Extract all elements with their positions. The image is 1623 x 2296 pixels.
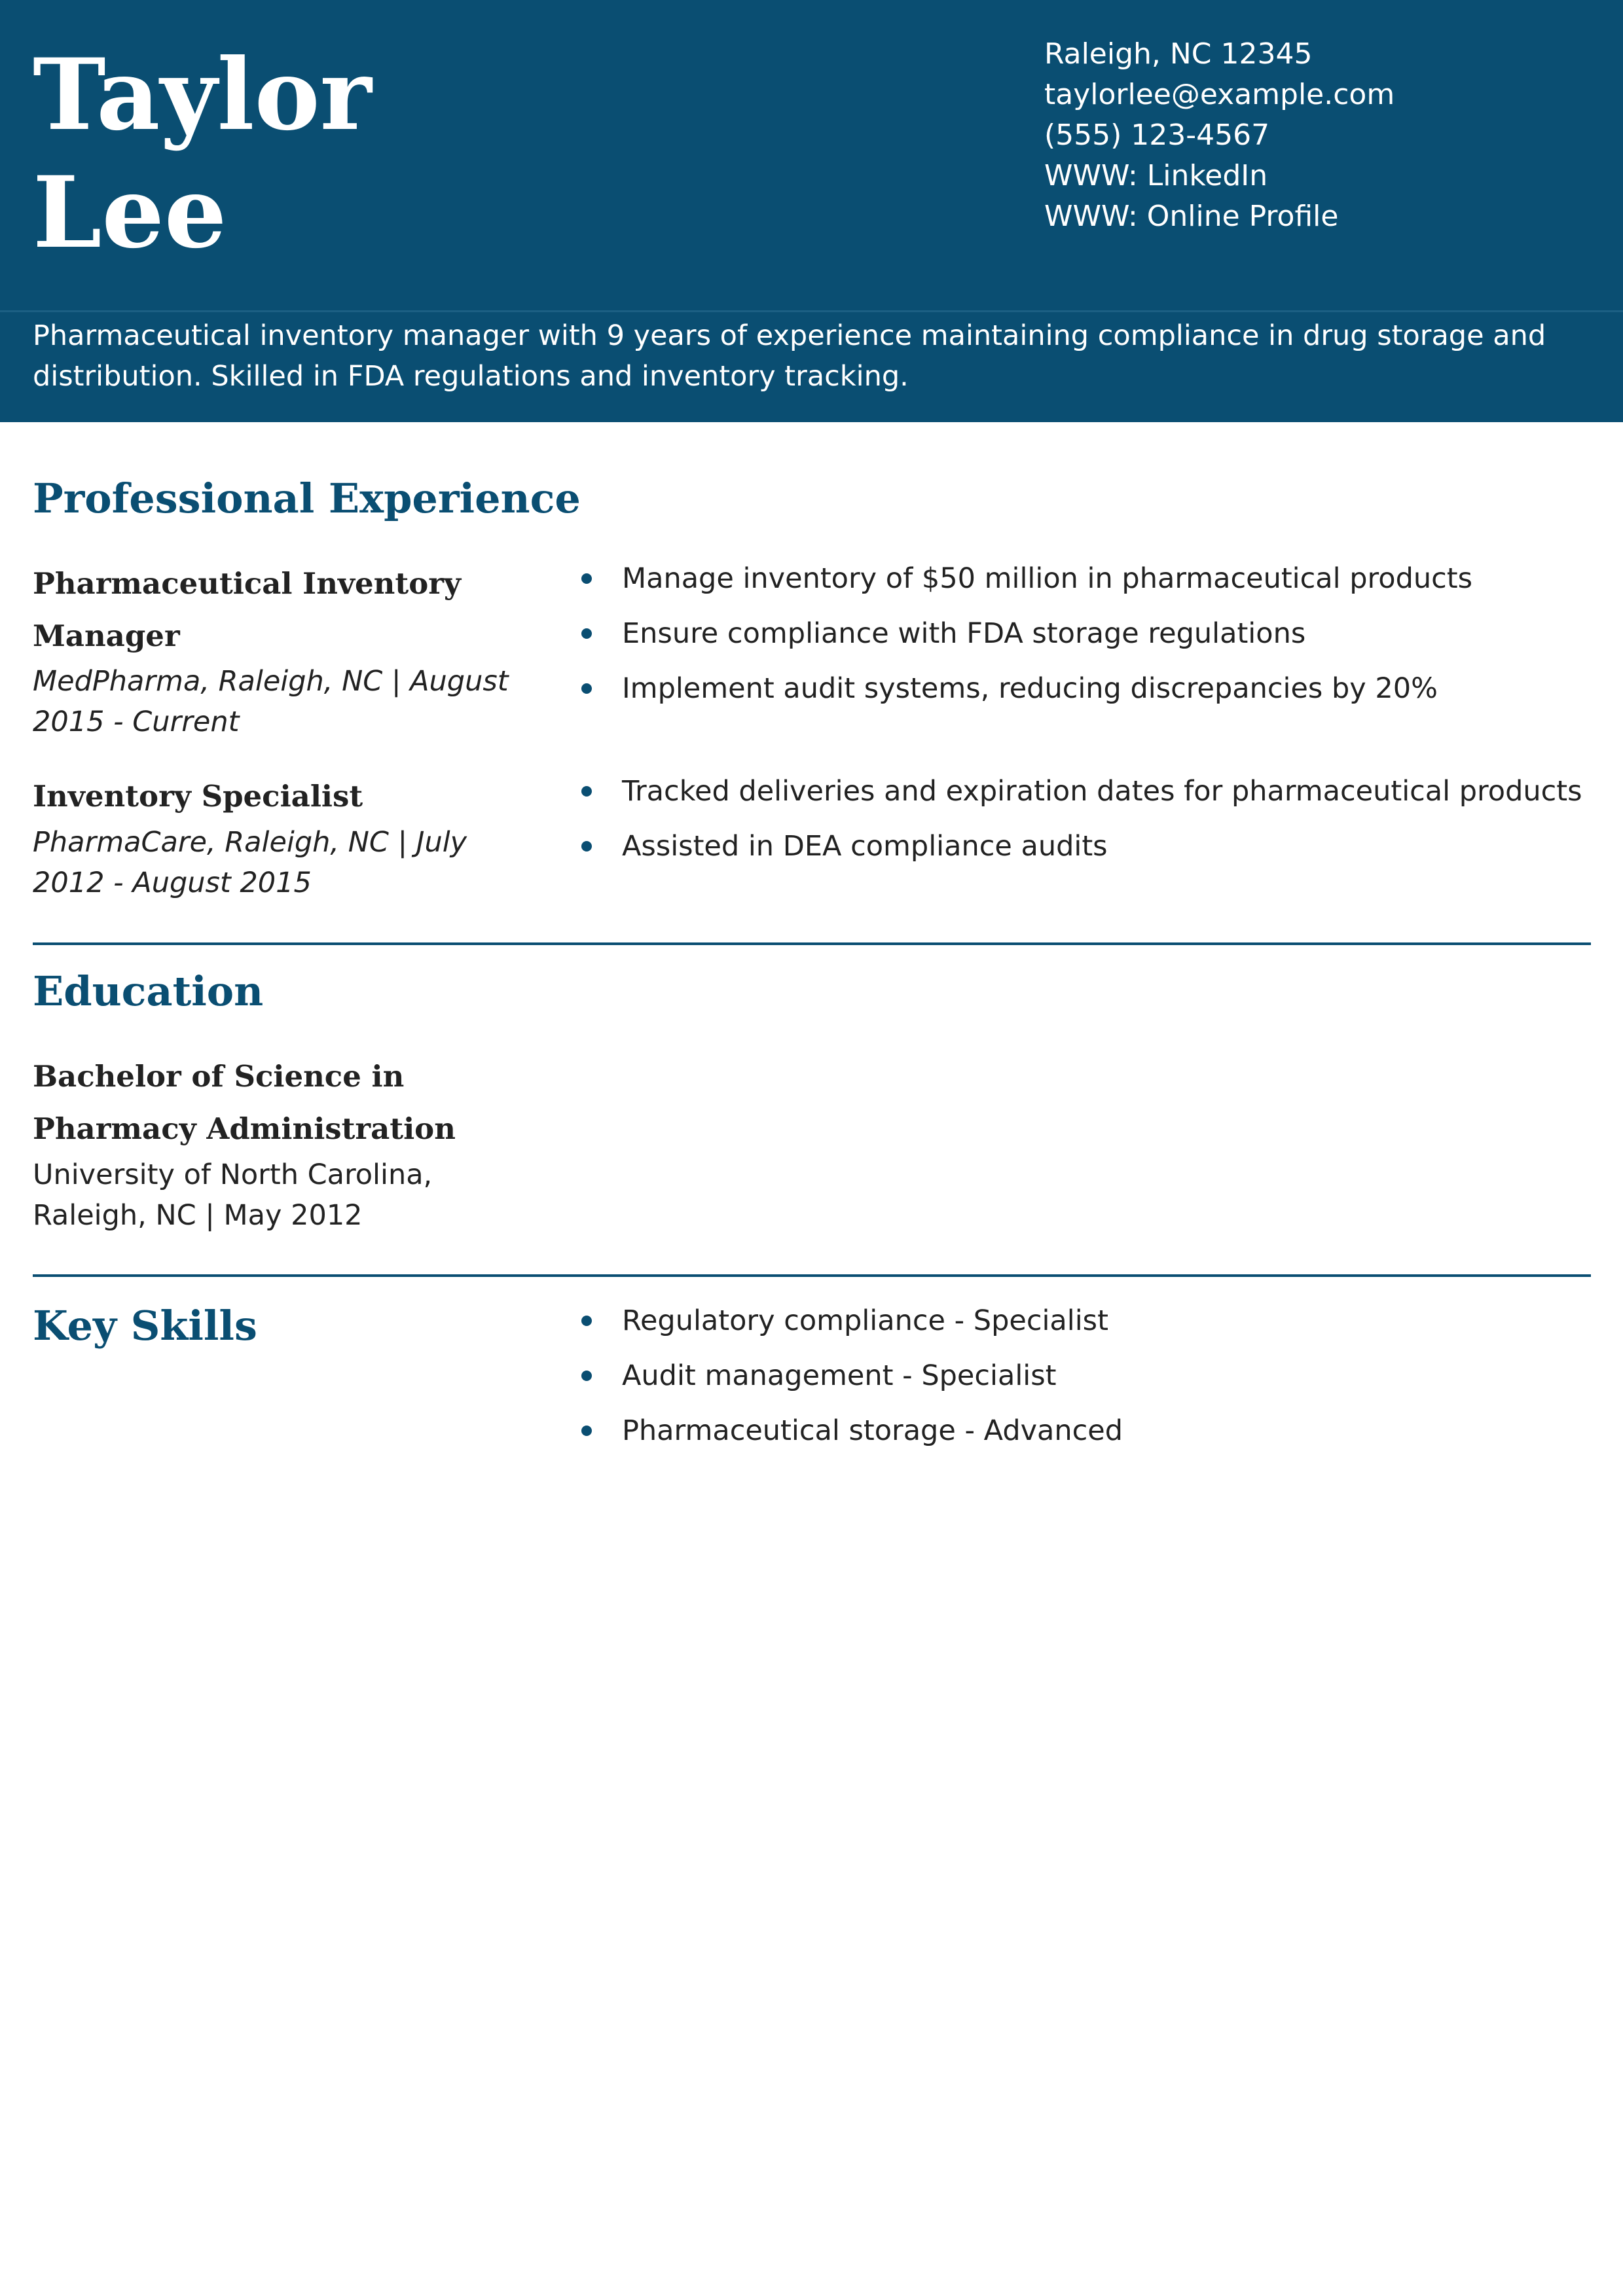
job-meta [33,822,530,903]
contact-profile: WWW: Online Profile [1044,200,1339,233]
contact-info [1044,34,1395,237]
section-divider [33,942,1591,945]
education-section-title: Education [33,967,264,1015]
job-title: Inventory Specialist [33,779,363,814]
education-degree: Bachelor of Science in Pharmacy Administration [33,1059,456,1146]
first-name: Taylor [33,37,372,152]
job-company: PharmaCare [33,826,207,859]
skills-section-title: Key Skills [33,1302,257,1350]
list-item: Regulatory compliance - Specialist [576,1293,1597,1348]
job-details: , Raleigh, NC | July 2012 - August 2015 [33,826,467,899]
contact-linkedin: WWW: LinkedIn [1044,159,1268,192]
list-item: Pharmaceutical storage - Advanced [576,1403,1597,1458]
section-divider [33,1274,1591,1277]
list-item: Tracked deliveries and expiration dates for pharmaceutical products [576,764,1597,819]
list-item: Assisted in DEA compliance audits [576,819,1597,874]
job-details: , Raleigh, NC | August 2015 - Current [33,665,509,738]
list-item: Ensure compliance with FDA storage regulations [576,606,1597,661]
education-school: University of North Carolina, Raleigh, NC | May 2012 [33,1158,433,1232]
job-company: MedPharma [33,665,201,698]
last-name: Lee [33,155,227,270]
job-title: Pharmaceutical Inventory Manager [33,566,462,653]
experience-section-title: Professional Experience [33,475,581,522]
job-bullets [576,764,1597,874]
skills-list [576,1293,1597,1458]
list-item: Manage inventory of $50 million in pharmaceutical products [576,551,1597,606]
job-meta [33,661,530,742]
list-item: Audit management - Specialist [576,1348,1597,1403]
professional-summary: Pharmaceutical inventory manager with 9 years of experience maintaining compliance in drug storage and distribution. Skilled in FDA regulations and inventory tracking. [33,319,1546,393]
contact-phone: (555) 123-4567 [1044,118,1270,152]
header-divider [0,310,1623,312]
job-bullets [576,551,1597,716]
candidate-name [33,36,372,272]
contact-email: taylorlee@example.com [1044,78,1395,111]
contact-address: Raleigh, NC 12345 [1044,37,1313,71]
list-item: Implement audit systems, reducing discrepancies by 20% [576,661,1597,716]
